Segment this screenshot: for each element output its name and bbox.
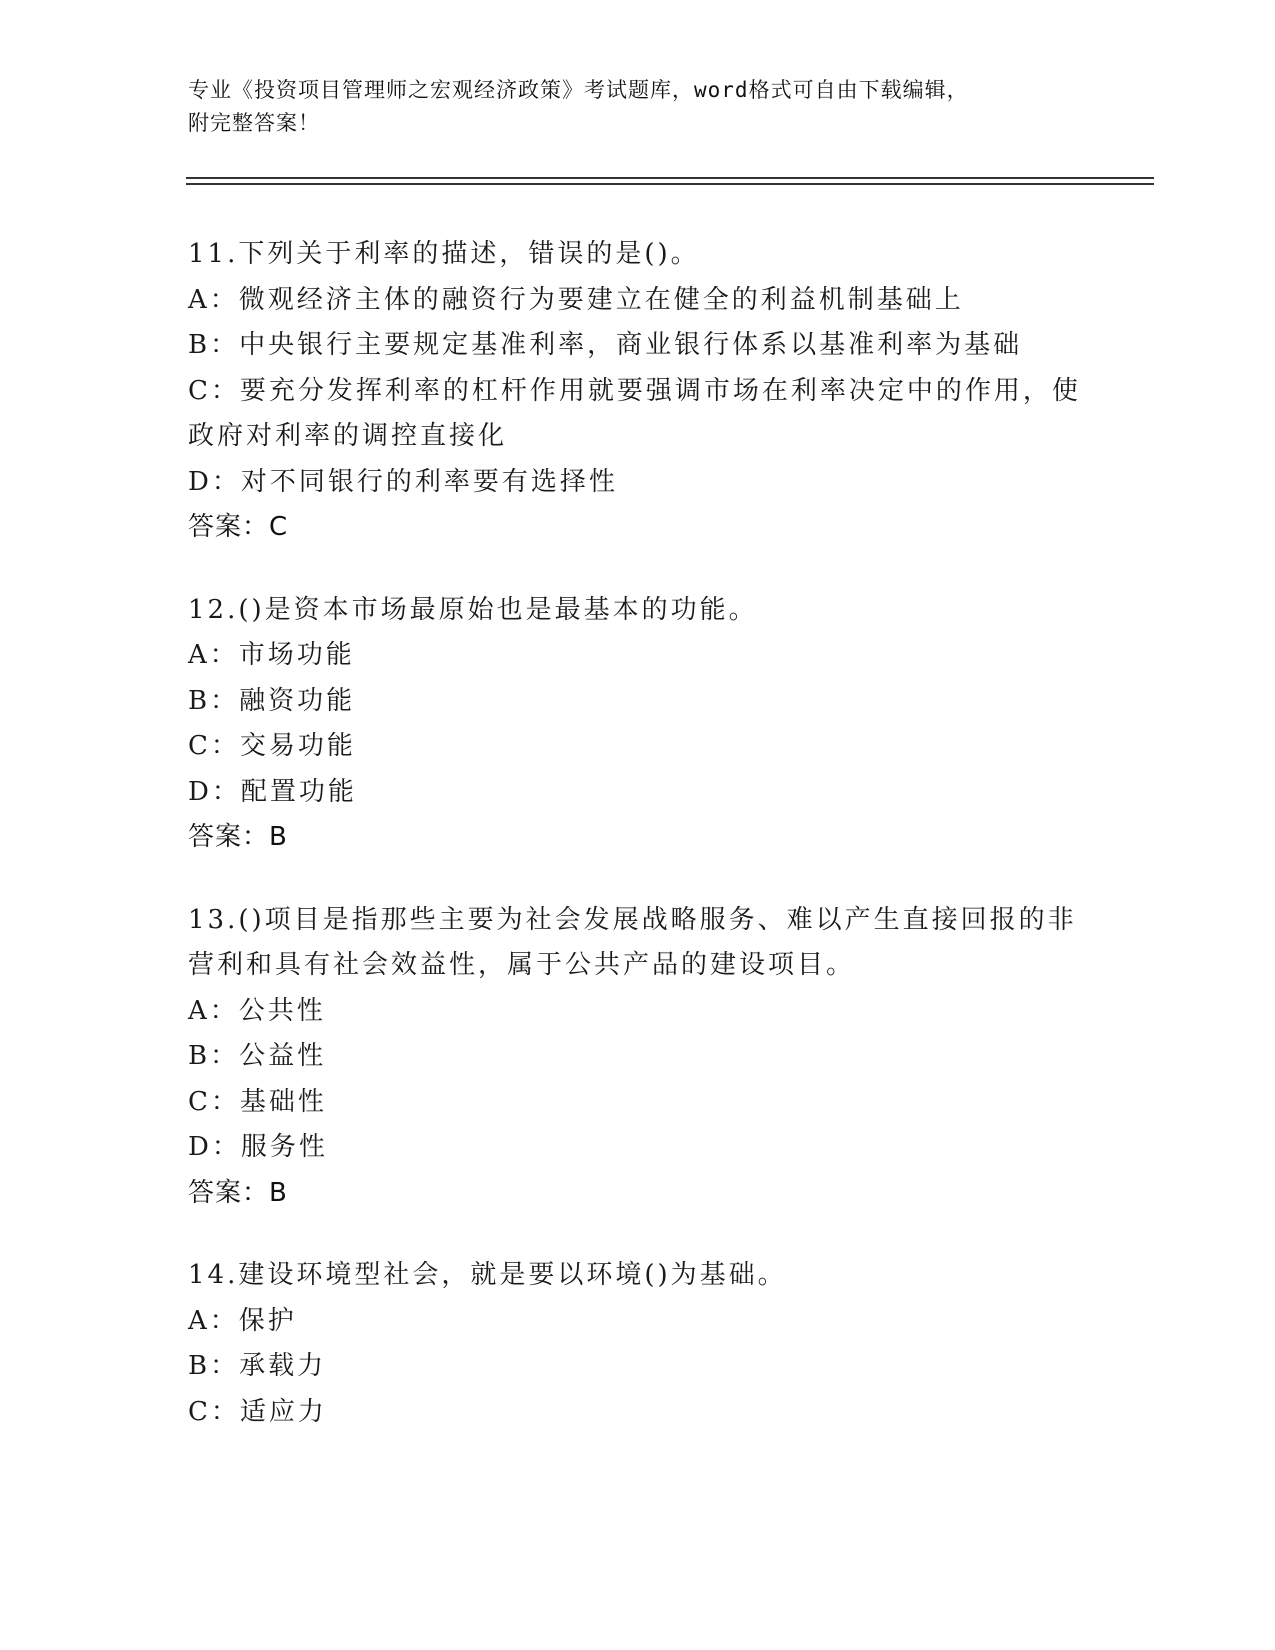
answer-line: 答案：B <box>188 1177 288 1208</box>
question-stem: 14.建设环境型社会，就是要以环境()为基础。 <box>188 1260 787 1290</box>
header-divider-bottom <box>186 183 1154 185</box>
document-header <box>188 74 1088 140</box>
question-list <box>188 232 1088 1472</box>
option-b: B：承载力 <box>188 1351 327 1381</box>
header-line-2: 附完整答案！ <box>188 111 320 135</box>
question-stem: 11.下列关于利率的描述，错误的是()。 <box>188 239 700 269</box>
answer-line: 答案：C <box>188 512 289 542</box>
option-b: B：融资功能 <box>188 685 356 716</box>
header-line-1: 专业《投资项目管理师之宏观经济政策》考试题库，word格式可自由下载编辑， <box>188 78 969 102</box>
option-c: C：交易功能 <box>188 731 356 761</box>
question-12 <box>188 588 1088 861</box>
option-d: D：对不同银行的利率要有选择性 <box>188 466 618 497</box>
question-stem: 12.()是资本市场最原始也是最基本的功能。 <box>188 594 758 625</box>
option-d: D：服务性 <box>188 1132 328 1162</box>
question-14 <box>188 1253 1088 1435</box>
option-a: A：保护 <box>188 1305 297 1336</box>
option-a: A：公共性 <box>188 995 326 1026</box>
option-c: C：要充分发挥利率的杠杆作用就要强调市场在利率决定中的作用，使政府对利率的调控直接化 <box>188 375 1081 451</box>
option-b: B：中央银行主要规定基准利率，商业银行体系以基准利率为基础 <box>188 330 1023 360</box>
question-13 <box>188 898 1088 1217</box>
option-c: C：基础性 <box>188 1086 327 1117</box>
option-c: C：适应力 <box>188 1396 327 1427</box>
question-11 <box>188 232 1088 551</box>
option-d: D：配置功能 <box>188 776 357 807</box>
answer-line: 答案：B <box>188 822 288 852</box>
option-a: A：微观经济主体的融资行为要建立在健全的利益机制基础上 <box>188 284 964 315</box>
option-a: A：市场功能 <box>188 640 355 670</box>
header-divider-top <box>186 177 1154 179</box>
option-b: B：公益性 <box>188 1041 327 1071</box>
question-stem: 13.()项目是指那些主要为社会发展战略服务、难以产生直接回报的非营利和具有社会效益性，属于公共产品的建设项目。 <box>188 904 1077 980</box>
